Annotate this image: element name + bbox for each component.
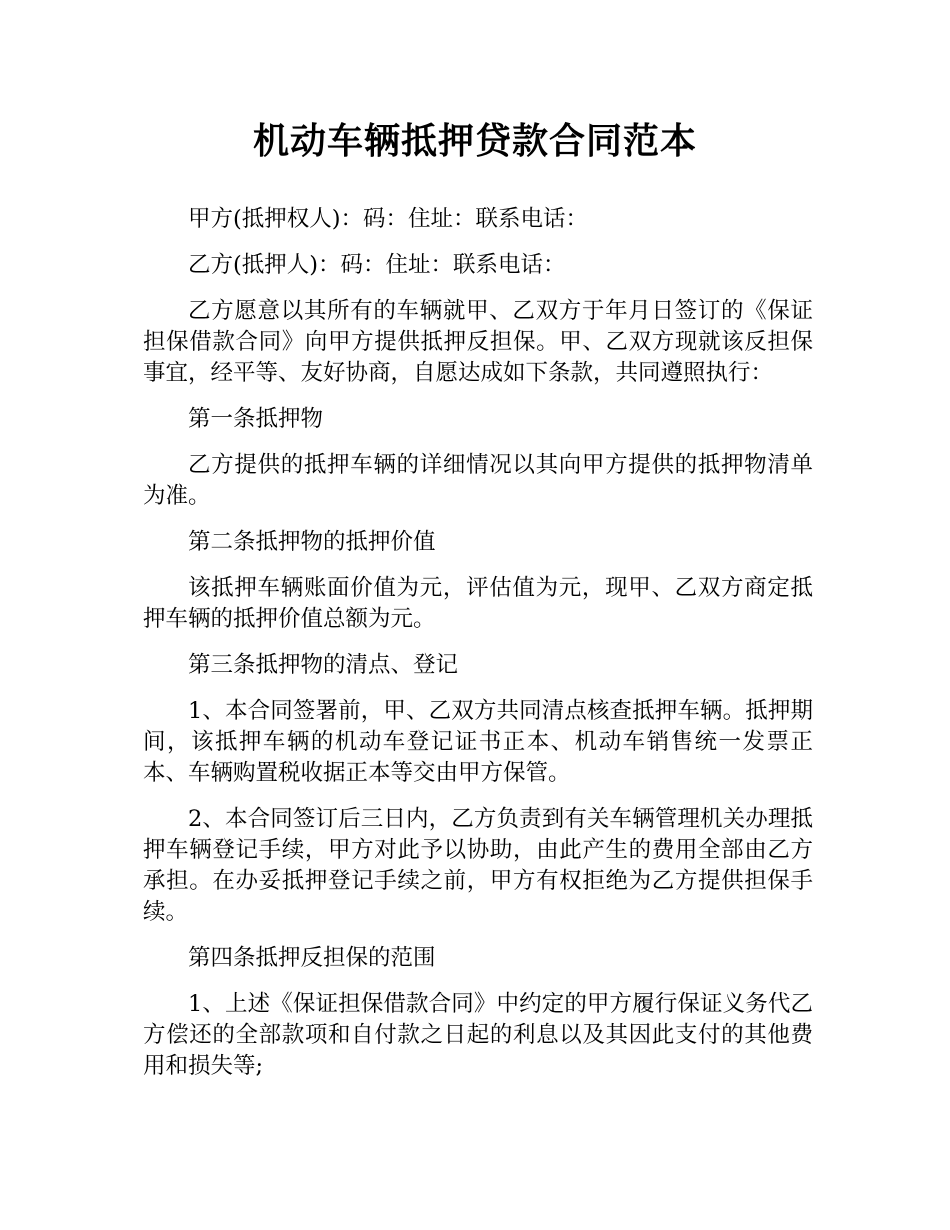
article-4-heading: 第四条抵押反担保的范围 <box>188 945 436 971</box>
article-4-clause-1: 1、上述《保证担保借款合同》中约定的甲方履行保证义务代乙方偿还的全部款项和自付款之日起的利息以及其因此支付的其他费用和损失等; <box>143 991 813 1079</box>
article-3-heading: 第三条抵押物的清点、登记 <box>188 652 459 678</box>
article-1-paragraph: 乙方提供的抵押车辆的详细情况以其向甲方提供的抵押物清单为准。 <box>143 452 813 509</box>
party-a-line: 甲方(抵押权人)：码：住址：联系电话： <box>188 206 589 232</box>
article-3-clause-2: 2、本合同签订后三日内，乙方负责到有关车辆管理机关办理抵押车辆登记手续，甲方对此予以协助，由此产生的费用全部由乙方承担。在办妥抵押登记手续之前，甲方有权拒绝为乙方提供担保手续。 <box>143 806 813 925</box>
article-1-heading: 第一条抵押物 <box>188 406 324 432</box>
article-2-heading: 第二条抵押物的抵押价值 <box>188 529 436 555</box>
preamble-paragraph: 乙方愿意以其所有的车辆就甲、乙双方于年月日签订的《保证担保借款合同》向甲方提供抵押反担保。甲、乙双方现就该反担保事宜，经平等、友好协商，自愿达成如下条款，共同遵照执行： <box>143 298 813 386</box>
article-2-paragraph: 该抵押车辆账面价值为元，评估值为元，现甲、乙双方商定抵押车辆的抵押价值总额为元。 <box>143 575 813 632</box>
party-b-line: 乙方(抵押人)：码：住址：联系电话： <box>188 252 566 278</box>
document-body <box>143 204 813 1097</box>
document-title: 机动车辆抵押贷款合同范本 <box>252 121 697 162</box>
article-3-clause-1: 1、本合同签署前，甲、乙双方共同清点核查抵押车辆。抵押期间，该抵押车辆的机动车登记证书正本、机动车销售统一发票正本、车辆购置税收据正本等交由甲方保管。 <box>143 698 813 786</box>
